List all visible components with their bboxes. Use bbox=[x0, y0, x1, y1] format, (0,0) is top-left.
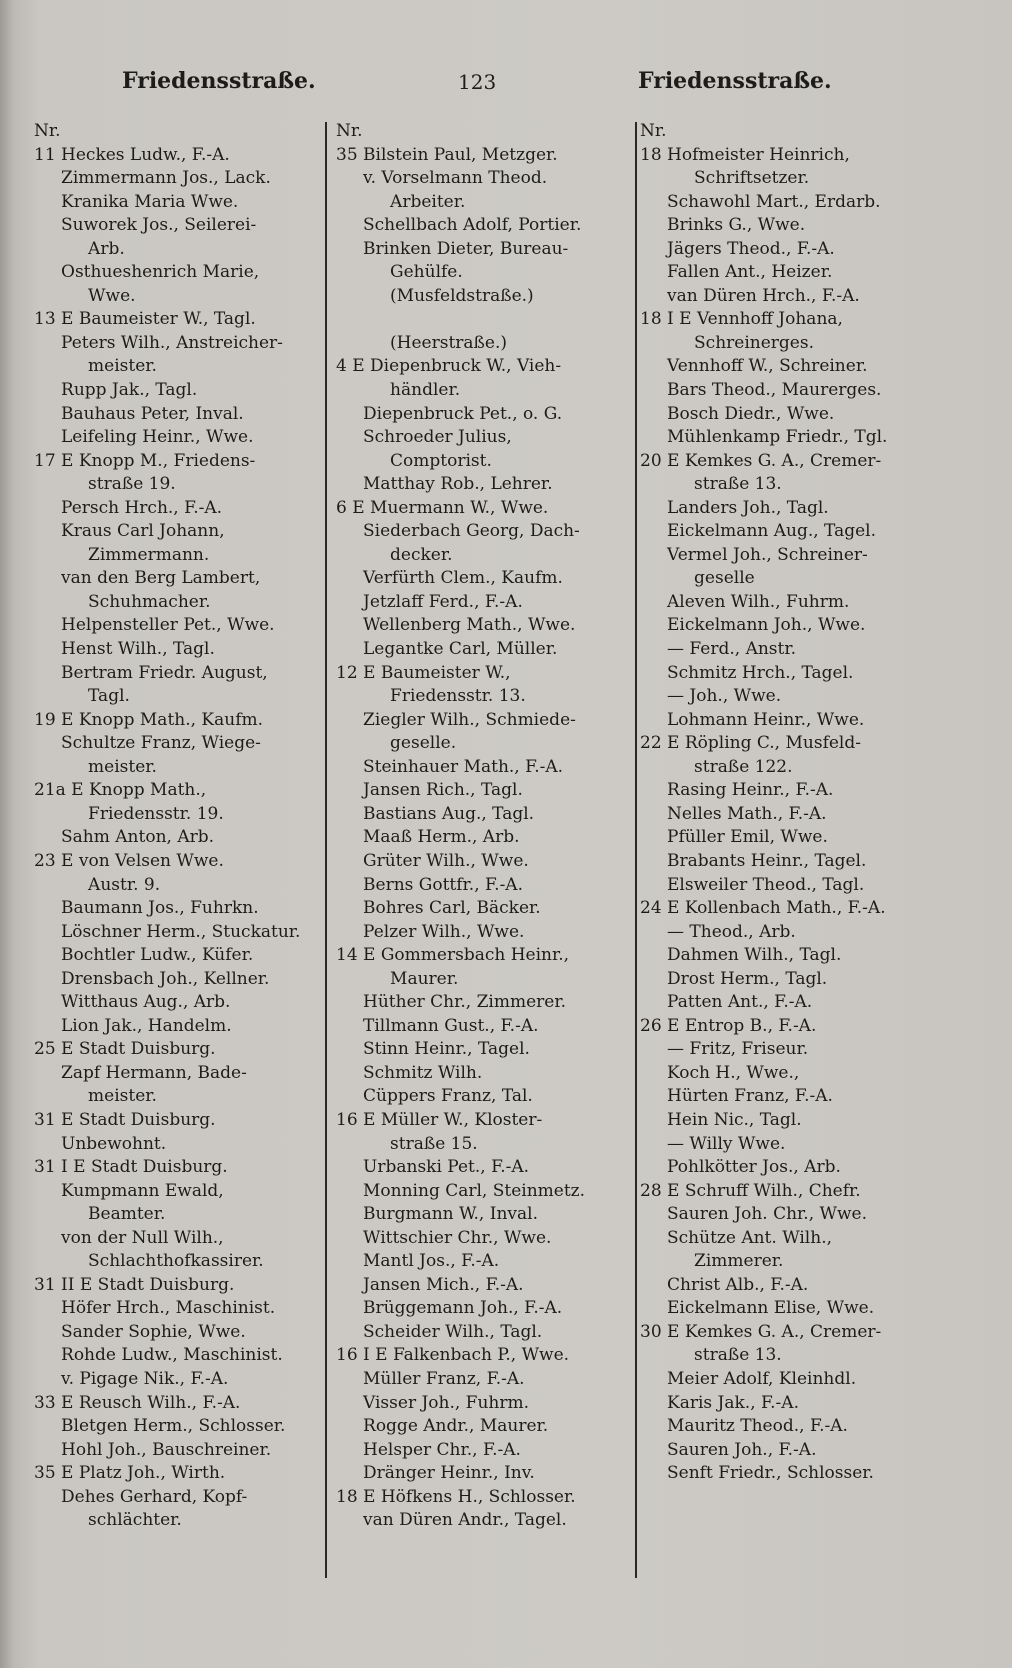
directory-entry-line: Sauren Joh. Chr., Wwe. bbox=[640, 1204, 868, 1225]
directory-entry-line: Lohmann Heinr., Wwe. bbox=[640, 709, 865, 730]
directory-entry-line: Bertram Friedr. August, bbox=[34, 662, 268, 683]
directory-entry-line: Scheider Wilh., Tagl. bbox=[336, 1321, 543, 1342]
directory-entry-line: meister. bbox=[34, 1086, 157, 1107]
directory-entry-line: Bochtler Ludw., Küfer. bbox=[34, 945, 254, 966]
directory-entry-line: Jägers Theod., F.-A. bbox=[640, 238, 835, 259]
directory-entry-line: Bosch Diedr., Wwe. bbox=[640, 403, 835, 424]
directory-entry-line: Karis Jak., F.-A. bbox=[640, 1392, 799, 1413]
directory-entry-line: Visser Joh., Fuhrm. bbox=[336, 1392, 530, 1413]
directory-entry-line: Kranika Maria Wwe. bbox=[34, 191, 239, 212]
directory-entry-line: Tagl. bbox=[34, 686, 130, 707]
directory-entry-line: Kraus Carl Johann, bbox=[34, 521, 225, 542]
directory-entry-line: Siederbach Georg, Dach- bbox=[336, 521, 580, 542]
directory-entry-line: Drensbach Joh., Kellner. bbox=[34, 968, 270, 989]
directory-entry-line: Vermel Joh., Schreiner- bbox=[640, 544, 868, 565]
directory-entry-line: 33 E Reusch Wilh., F.-A. bbox=[34, 1392, 241, 1413]
directory-entry-line: Zimmermann. bbox=[34, 544, 210, 565]
directory-entry-line: Witthaus Aug., Arb. bbox=[34, 992, 231, 1013]
directory-entry-line: Koch H., Wwe., bbox=[640, 1062, 800, 1083]
directory-entry-line: Hüther Chr., Zimmerer. bbox=[336, 992, 566, 1013]
directory-entry-line: (Musfeldstraße.) bbox=[336, 285, 534, 306]
directory-entry-line: Unbewohnt. bbox=[34, 1133, 167, 1154]
directory-entry-line: Zapf Hermann, Bade- bbox=[34, 1062, 247, 1083]
directory-entry-line: 31 E Stadt Duisburg. bbox=[34, 1109, 216, 1130]
directory-entry-line: 31 II E Stadt Duisburg. bbox=[34, 1274, 235, 1295]
directory-entry-line: Tillmann Gust., F.-A. bbox=[336, 1015, 539, 1036]
directory-entry-line: Eickelmann Aug., Tagel. bbox=[640, 521, 876, 542]
directory-entry-line: 23 E von Velsen Wwe. bbox=[34, 850, 224, 871]
directory-entry-line: Schuhmacher. bbox=[34, 591, 211, 612]
directory-entry-line: Schmitz Hrch., Tagel. bbox=[640, 662, 854, 683]
directory-entry-line: — Willy Wwe. bbox=[640, 1133, 786, 1154]
directory-entry-line: Eickelmann Joh., Wwe. bbox=[640, 615, 866, 636]
directory-entry-line: Henst Wilh., Tagl. bbox=[34, 639, 215, 660]
directory-entry-line: Christ Alb., F.-A. bbox=[640, 1274, 809, 1295]
directory-entry-line: Verfürth Clem., Kaufm. bbox=[336, 568, 563, 589]
directory-entry-line: Maaß Herm., Arb. bbox=[336, 827, 520, 848]
directory-entry-line: — Theod., Arb. bbox=[640, 921, 796, 942]
right-running-title: Friedensstraße. bbox=[638, 68, 832, 94]
directory-entry-line: Brüggemann Joh., F.-A. bbox=[336, 1298, 563, 1319]
directory-entry-line: Legantke Carl, Müller. bbox=[336, 639, 558, 660]
left-running-title: Friedensstraße. bbox=[122, 68, 316, 94]
directory-entry-line: 18 Hofmeister Heinrich, bbox=[640, 144, 850, 165]
directory-entry-line: Sahm Anton, Arb. bbox=[34, 827, 215, 848]
directory-entry-line: 20 E Kemkes G. A., Cremer- bbox=[640, 450, 882, 471]
column-2 bbox=[336, 120, 636, 1533]
directory-entry-line: Beamter. bbox=[34, 1204, 166, 1225]
directory-entry-line: Brinks G., Wwe. bbox=[640, 215, 806, 236]
directory-entry-line: (Heerstraße.) bbox=[336, 332, 508, 353]
directory-entry-line: 18 I E Vennhoff Johana, bbox=[640, 309, 843, 330]
directory-entry-line: Kumpmann Ewald, bbox=[34, 1180, 224, 1201]
directory-entry-line: Baumann Jos., Fuhrkn. bbox=[34, 898, 259, 919]
directory-entry-line: schlächter. bbox=[34, 1510, 182, 1531]
directory-entry-line: Bletgen Herm., Schlosser. bbox=[34, 1416, 286, 1437]
directory-entry-line: Osthueshenrich Marie, bbox=[34, 262, 260, 283]
directory-entry-line: Friedensstr. 19. bbox=[34, 803, 224, 824]
directory-entry-line: Schellbach Adolf, Portier. bbox=[336, 215, 582, 236]
directory-entry-line: Diepenbruck Pet., o. G. bbox=[336, 403, 563, 424]
directory-entry-line: Matthay Rob., Lehrer. bbox=[336, 474, 553, 495]
directory-entry-line: Patten Ant., F.-A. bbox=[640, 992, 813, 1013]
directory-entry-line: 13 E Baumeister W., Tagl. bbox=[34, 309, 256, 330]
directory-entry-line: Fallen Ant., Heizer. bbox=[640, 262, 833, 283]
directory-entry-line: Friedensstr. 13. bbox=[336, 686, 526, 707]
directory-entry-line: Bohres Carl, Bäcker. bbox=[336, 898, 541, 919]
directory-entry-line: 22 E Röpling C., Musfeld- bbox=[640, 733, 861, 754]
directory-entry-line: Wellenberg Math., Wwe. bbox=[336, 615, 576, 636]
directory-entry-line: Jansen Mich., F.-A. bbox=[336, 1274, 524, 1295]
directory-entry-line: Zimmermann Jos., Lack. bbox=[34, 168, 271, 189]
directory-entry-line: 21a E Knopp Math., bbox=[34, 780, 207, 801]
column-1 bbox=[34, 120, 324, 1533]
directory-entry-line: 35 E Platz Joh., Wirth. bbox=[34, 1463, 226, 1484]
directory-entry-line: straße 19. bbox=[34, 474, 176, 495]
directory-entry-line: Hürten Franz, F.-A. bbox=[640, 1086, 833, 1107]
column-header-nr: Nr. bbox=[640, 121, 667, 141]
directory-entry-line: Senft Friedr., Schlosser. bbox=[640, 1463, 874, 1484]
directory-entry-line: Brinken Dieter, Bureau- bbox=[336, 238, 569, 259]
directory-entry-line: Persch Hrch., F.-A. bbox=[34, 497, 223, 518]
directory-entry-line: Rohde Ludw., Maschinist. bbox=[34, 1345, 283, 1366]
directory-entry-line: Wittschier Chr., Wwe. bbox=[336, 1227, 552, 1248]
directory-entry-line: 4 E Diepenbruck W., Vieh- bbox=[336, 356, 562, 377]
directory-entry-line: Elsweiler Theod., Tagl. bbox=[640, 874, 865, 895]
directory-entry-line: — Fritz, Friseur. bbox=[640, 1039, 809, 1060]
directory-entry-line: Vennhoff W., Schreiner. bbox=[640, 356, 868, 377]
column-header-nr: Nr. bbox=[34, 121, 61, 141]
directory-entry-line: Comptorist. bbox=[336, 450, 492, 471]
column-3 bbox=[640, 120, 940, 1486]
directory-entry-line: Löschner Herm., Stuckatur. bbox=[34, 921, 301, 942]
directory-entry-line: Pelzer Wilh., Wwe. bbox=[336, 921, 525, 942]
directory-entry-line: Schroeder Julius, bbox=[336, 427, 512, 448]
directory-entry-line: 31 I E Stadt Duisburg. bbox=[34, 1157, 228, 1178]
page-number: 123 bbox=[458, 70, 497, 94]
directory-entry-line: Dränger Heinr., Inv. bbox=[336, 1463, 535, 1484]
directory-entry-line: 16 I E Falkenbach P., Wwe. bbox=[336, 1345, 570, 1366]
page-header bbox=[0, 68, 1012, 108]
directory-entry-line: Pohlkötter Jos., Arb. bbox=[640, 1157, 841, 1178]
directory-entry-line: Lion Jak., Handelm. bbox=[34, 1015, 232, 1036]
directory-entry-line: 14 E Gommersbach Heinr., bbox=[336, 945, 570, 966]
directory-entry-line: 30 E Kemkes G. A., Cremer- bbox=[640, 1321, 882, 1342]
directory-entry-line: Stinn Heinr., Tagel. bbox=[336, 1039, 530, 1060]
directory-entry-line: Jansen Rich., Tagl. bbox=[336, 780, 523, 801]
directory-entry-line: Brabants Heinr., Tagel. bbox=[640, 850, 867, 871]
directory-entry-line: Arb. bbox=[34, 238, 125, 259]
directory-entry-line: Gehülfe. bbox=[336, 262, 463, 283]
directory-entry-line: Grüter Wilh., Wwe. bbox=[336, 850, 529, 871]
directory-entry-line: v. Vorselmann Theod. bbox=[336, 168, 548, 189]
directory-entry-line bbox=[336, 308, 636, 332]
directory-entry-line: — Joh., Wwe. bbox=[640, 686, 782, 707]
directory-entry-line: Cüppers Franz, Tal. bbox=[336, 1086, 533, 1107]
directory-entry-line: Peters Wilh., Anstreicher- bbox=[34, 332, 283, 353]
directory-entry-line: 35 Bilstein Paul, Metzger. bbox=[336, 144, 558, 165]
directory-entry-line: Schriftsetzer. bbox=[640, 168, 810, 189]
directory-entry-line: Bastians Aug., Tagl. bbox=[336, 803, 535, 824]
directory-entry-line: straße 13. bbox=[640, 1345, 782, 1366]
directory-entry-line: 12 E Baumeister W., bbox=[336, 662, 511, 683]
directory-entry-line: Monning Carl, Steinmetz. bbox=[336, 1180, 586, 1201]
directory-entry-line: Burgmann W., Inval. bbox=[336, 1204, 538, 1225]
directory-entry-line: geselle bbox=[640, 568, 755, 589]
directory-entry-line: Rogge Andr., Maurer. bbox=[336, 1416, 549, 1437]
directory-entry-line: 19 E Knopp Math., Kaufm. bbox=[34, 709, 264, 730]
directory-entry-line: Zimmerer. bbox=[640, 1251, 784, 1272]
directory-entry-line: van Düren Hrch., F.-A. bbox=[640, 285, 860, 306]
column-header-nr: Nr. bbox=[336, 121, 363, 141]
directory-entry-line: Meier Adolf, Kleinhdl. bbox=[640, 1368, 857, 1389]
directory-entry-line: Schlachthofkassirer. bbox=[34, 1251, 264, 1272]
directory-entry-line: 28 E Schruff Wilh., Chefr. bbox=[640, 1180, 861, 1201]
directory-entry-line: Dehes Gerhard, Kopf- bbox=[34, 1486, 248, 1507]
directory-entry-line: Schawohl Mart., Erdarb. bbox=[640, 191, 881, 212]
directory-entry-line: Jetzlaff Ferd., F.-A. bbox=[336, 591, 523, 612]
directory-entry-line: 17 E Knopp M., Friedens- bbox=[34, 450, 256, 471]
directory-entry-line: 6 E Muermann W., Wwe. bbox=[336, 497, 549, 518]
directory-entry-line: 16 E Müller W., Kloster- bbox=[336, 1109, 543, 1130]
directory-entry-line: straße 15. bbox=[336, 1133, 478, 1154]
directory-entry-line: Hein Nic., Tagl. bbox=[640, 1109, 802, 1130]
directory-entry-line: decker. bbox=[336, 544, 453, 565]
directory-entry-line: Urbanski Pet., F.-A. bbox=[336, 1157, 530, 1178]
directory-entry-line: von der Null Wilh., bbox=[34, 1227, 224, 1248]
directory-entry-line: Landers Joh., Tagl. bbox=[640, 497, 829, 518]
directory-entry-line: Helpensteller Pet., Wwe. bbox=[34, 615, 275, 636]
directory-entry-line: geselle. bbox=[336, 733, 457, 754]
directory-entry-line: 24 E Kollenbach Math., F.-A. bbox=[640, 898, 886, 919]
directory-entry-line: Rasing Heinr., F.-A. bbox=[640, 780, 834, 801]
directory-entry-line: Suworek Jos., Seilerei- bbox=[34, 215, 257, 236]
directory-entry-line: Sauren Joh., F.-A. bbox=[640, 1439, 817, 1460]
directory-entry-line: Sander Sophie, Wwe. bbox=[34, 1321, 246, 1342]
directory-entry-line: Maurer. bbox=[336, 968, 459, 989]
directory-entry-line: Helsper Chr., F.-A. bbox=[336, 1439, 521, 1460]
directory-entry-line: Bauhaus Peter, Inval. bbox=[34, 403, 244, 424]
directory-entry-line: van Düren Andr., Tagel. bbox=[336, 1510, 567, 1531]
directory-entry-line: Austr. 9. bbox=[34, 874, 161, 895]
column-divider bbox=[325, 122, 327, 1578]
directory-entry-line: Pfüller Emil, Wwe. bbox=[640, 827, 828, 848]
directory-entry-line: Dahmen Wilh., Tagl. bbox=[640, 945, 842, 966]
directory-entry-line: Aleven Wilh., Fuhrm. bbox=[640, 591, 850, 612]
directory-entry-line: straße 122. bbox=[640, 756, 793, 777]
directory-entry-line: Arbeiter. bbox=[336, 191, 466, 212]
directory-entry-line: 25 E Stadt Duisburg. bbox=[34, 1039, 216, 1060]
directory-entry-line: Nelles Math., F.-A. bbox=[640, 803, 827, 824]
directory-entry-line: Höfer Hrch., Maschinist. bbox=[34, 1298, 276, 1319]
directory-entry-line: v. Pigage Nik., F.-A. bbox=[34, 1368, 229, 1389]
directory-entry-line: Drost Herm., Tagl. bbox=[640, 968, 828, 989]
directory-entry-line: Hohl Joh., Bauschreiner. bbox=[34, 1439, 272, 1460]
directory-entry-line: Mauritz Theod., F.-A. bbox=[640, 1416, 848, 1437]
directory-entry-line: Mühlenkamp Friedr., Tgl. bbox=[640, 427, 888, 448]
directory-entry-line: meister. bbox=[34, 756, 157, 777]
directory-entry-line: meister. bbox=[34, 356, 157, 377]
directory-entry-line: Eickelmann Elise, Wwe. bbox=[640, 1298, 875, 1319]
directory-entry-line: Müller Franz, F.-A. bbox=[336, 1368, 525, 1389]
directory-entry-line: van den Berg Lambert, bbox=[34, 568, 261, 589]
directory-entry-line: Berns Gottfr., F.-A. bbox=[336, 874, 523, 895]
directory-entry-line: Schütze Ant. Wilh., bbox=[640, 1227, 833, 1248]
directory-entry-line: Bars Theod., Maurerges. bbox=[640, 380, 882, 401]
directory-entry-line: Wwe. bbox=[34, 285, 136, 306]
directory-entry-line: Schmitz Wilh. bbox=[336, 1062, 483, 1083]
directory-entry-line: Ziegler Wilh., Schmiede- bbox=[336, 709, 576, 730]
directory-entry-line: Mantl Jos., F.-A. bbox=[336, 1251, 500, 1272]
directory-entry-line: — Ferd., Anstr. bbox=[640, 639, 797, 660]
directory-entry-line: Rupp Jak., Tagl. bbox=[34, 380, 198, 401]
directory-entry-line: Steinhauer Math., F.-A. bbox=[336, 756, 564, 777]
directory-entry-line: 26 E Entrop B., F.-A. bbox=[640, 1015, 817, 1036]
directory-entry-line: händler. bbox=[336, 380, 461, 401]
directory-entry-line: Schultze Franz, Wiege- bbox=[34, 733, 261, 754]
directory-entry-line: 18 E Höfkens H., Schlosser. bbox=[336, 1486, 576, 1507]
directory-entry-line: Schreinerges. bbox=[640, 332, 814, 353]
directory-entry-line: straße 13. bbox=[640, 474, 782, 495]
directory-entry-line: Leifeling Heinr., Wwe. bbox=[34, 427, 254, 448]
directory-entry-line: 11 Heckes Ludw., F.-A. bbox=[34, 144, 230, 165]
